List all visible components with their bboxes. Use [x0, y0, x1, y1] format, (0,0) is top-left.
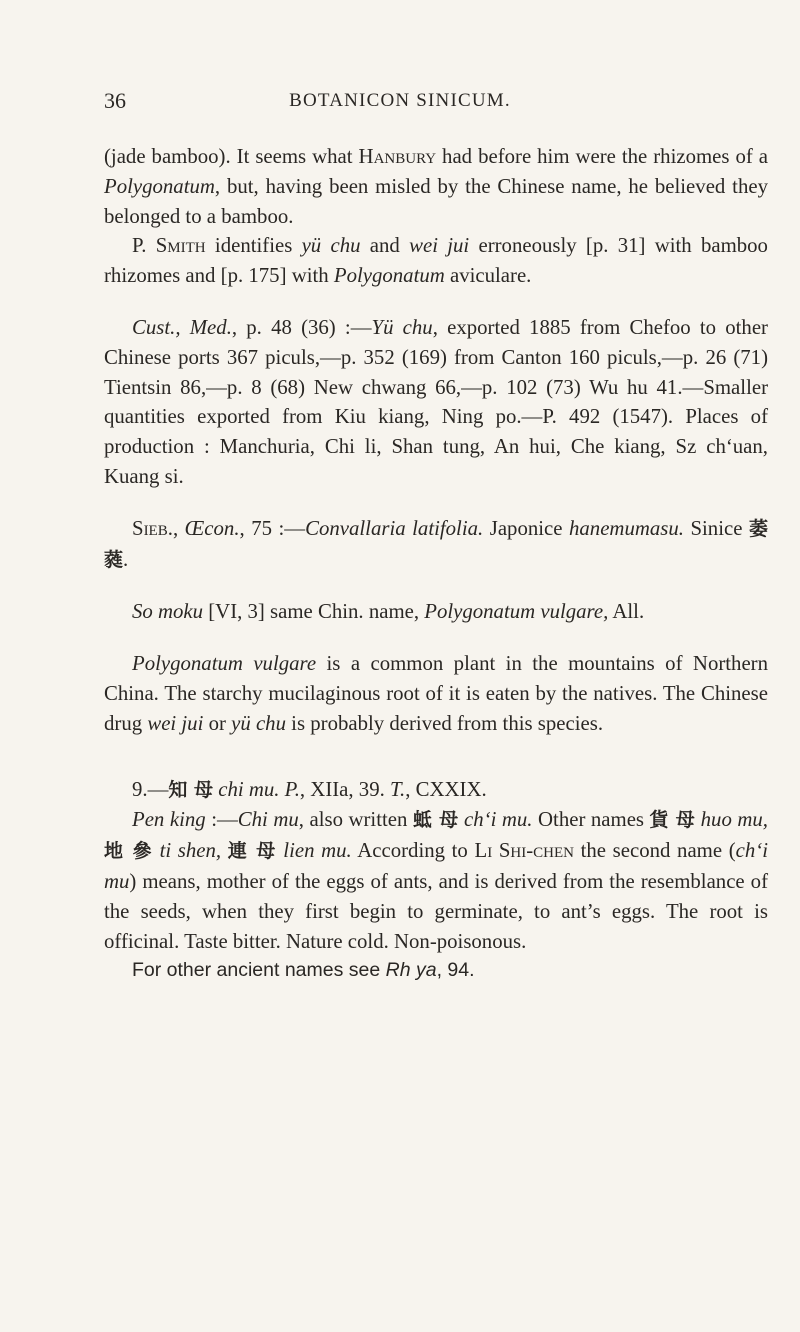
- paragraph-8: [104, 805, 768, 956]
- text: or: [203, 711, 232, 735]
- entry-heading: [104, 775, 768, 806]
- chinese-characters: 連 母: [227, 840, 277, 863]
- chinese-term: wei jui: [147, 711, 204, 735]
- author-name: Smith: [155, 234, 206, 258]
- chinese-characters: 蚳 母: [412, 809, 459, 832]
- text: had before him were the rhizomes of a: [436, 145, 769, 168]
- chinese-term: chi mu.: [213, 777, 280, 801]
- author-name: Sieb.: [132, 516, 173, 540]
- paragraph-1: [104, 142, 768, 231]
- source-ref: So moku: [132, 600, 204, 624]
- text: P.: [132, 234, 156, 258]
- author-name: Li Shi-chen: [474, 839, 574, 863]
- text: [221, 839, 228, 862]
- text: Sinice: [683, 516, 749, 540]
- paragraph-9: [104, 956, 768, 986]
- text: All.: [608, 600, 645, 624]
- source-ref: P.: [284, 777, 300, 801]
- page-header: [104, 88, 696, 124]
- text: aviculare.: [444, 264, 532, 288]
- running-title: BOTANICON SINICUM.: [289, 90, 511, 111]
- text: Japonice: [483, 516, 569, 540]
- source-ref: Cust., Med.: [132, 315, 232, 339]
- species-name: Polygonatum vulgare: [132, 652, 317, 676]
- text: ,: [172, 516, 185, 540]
- text: Other names: [532, 808, 650, 832]
- genus-name: Polygonatum: [104, 174, 215, 198]
- text: identifies: [205, 234, 302, 258]
- text: , 94.: [436, 959, 475, 982]
- text: is probably derived from this species.: [285, 711, 604, 735]
- chinese-term: ch‘i mu.: [458, 808, 533, 832]
- text: ) means, mother of the eggs of ants, and is derived from the resemblance of the seeds, when they first begin to germinate, to ant’s eggs. The root is officinal. Taste bitter. Nature cold. Non-poisonous.: [104, 869, 768, 953]
- paragraph-4: [104, 514, 768, 576]
- source-ref: T.: [390, 777, 406, 801]
- chinese-term: wei jui: [409, 234, 470, 258]
- paragraph-2: [104, 231, 768, 291]
- genus-name: Polygonatum: [333, 264, 445, 288]
- text: , 75 :—: [239, 516, 306, 540]
- text: (jade bamboo). It seems what: [104, 145, 359, 168]
- text: [VI, 3] same Chin. name,: [203, 600, 425, 624]
- chinese-term: Chi mu: [237, 808, 299, 832]
- chinese-term: lien mu.: [276, 839, 352, 863]
- author-name: Hanbury: [358, 145, 437, 168]
- text: , XIIa, 39.: [299, 777, 390, 801]
- text: , also written: [298, 808, 413, 832]
- text: erroneously [p. 31] with bamboo rhizomes and [p. 175] with: [104, 234, 768, 288]
- chinese-term: yü chu: [301, 234, 361, 258]
- paragraph-3: [104, 313, 768, 492]
- chinese-term: huo mu,: [695, 808, 768, 832]
- text: , exported 1885 from Chefoo to other Chinese ports 367 piculs,—p. 352 (169) from Canton 160 piculs,—p. 26 (71) Tientsin 86,—p. 8 (68) New chwang 66,—p. 102 (73) Wu hu 41.—Smaller quantities exported from Kiu kiang, Ning po.—P. 492 (1547). Places of production : Manchuria, Chi li, Shan tung, An hui, Che kiang, Sz ch‘uan, Kuang si.: [104, 315, 768, 488]
- japanese-term: hanemumasu.: [569, 516, 684, 540]
- species-name: Polygonatum vulgare,: [424, 600, 609, 624]
- chinese-characters: 貨 母: [649, 809, 696, 832]
- text: , CXXIX.: [405, 777, 487, 801]
- text: , but, having been misled by the Chinese name, he believed they belonged to a bamboo.: [104, 174, 768, 228]
- chinese-characters: 知 母: [168, 778, 214, 801]
- text: :—: [205, 808, 238, 832]
- chinese-term: Yü chu: [371, 315, 433, 339]
- page-number: 36: [104, 88, 126, 113]
- paragraph-5: [104, 597, 768, 627]
- text: and: [360, 234, 410, 258]
- chinese-characters: 萎 蕤: [104, 517, 768, 571]
- text: .: [123, 547, 129, 571]
- source-ref: Pen king: [132, 808, 206, 832]
- chinese-term: ti shen,: [152, 839, 222, 863]
- source-ref: Œcon.: [184, 516, 240, 540]
- text: According to: [351, 839, 475, 863]
- entry-number: 9.—: [132, 777, 169, 801]
- chinese-term: yü chu: [231, 711, 286, 735]
- body-text: [104, 142, 768, 986]
- text: For other ancient names see: [132, 959, 386, 982]
- chinese-characters: 地 參: [104, 840, 153, 863]
- chinese-term: Rh ya: [385, 959, 437, 982]
- chinese-term: ch‘i mu: [104, 839, 768, 893]
- text: the second name (: [573, 839, 736, 863]
- paragraph-6: [104, 649, 768, 738]
- species-name: Convallaria latifolia.: [305, 516, 484, 540]
- text: is a common plant in the mountains of Northern China. The starchy mucilaginous root of it is eaten by the natives. The Chinese drug: [104, 652, 769, 735]
- text: , p. 48 (36) :—: [231, 315, 372, 339]
